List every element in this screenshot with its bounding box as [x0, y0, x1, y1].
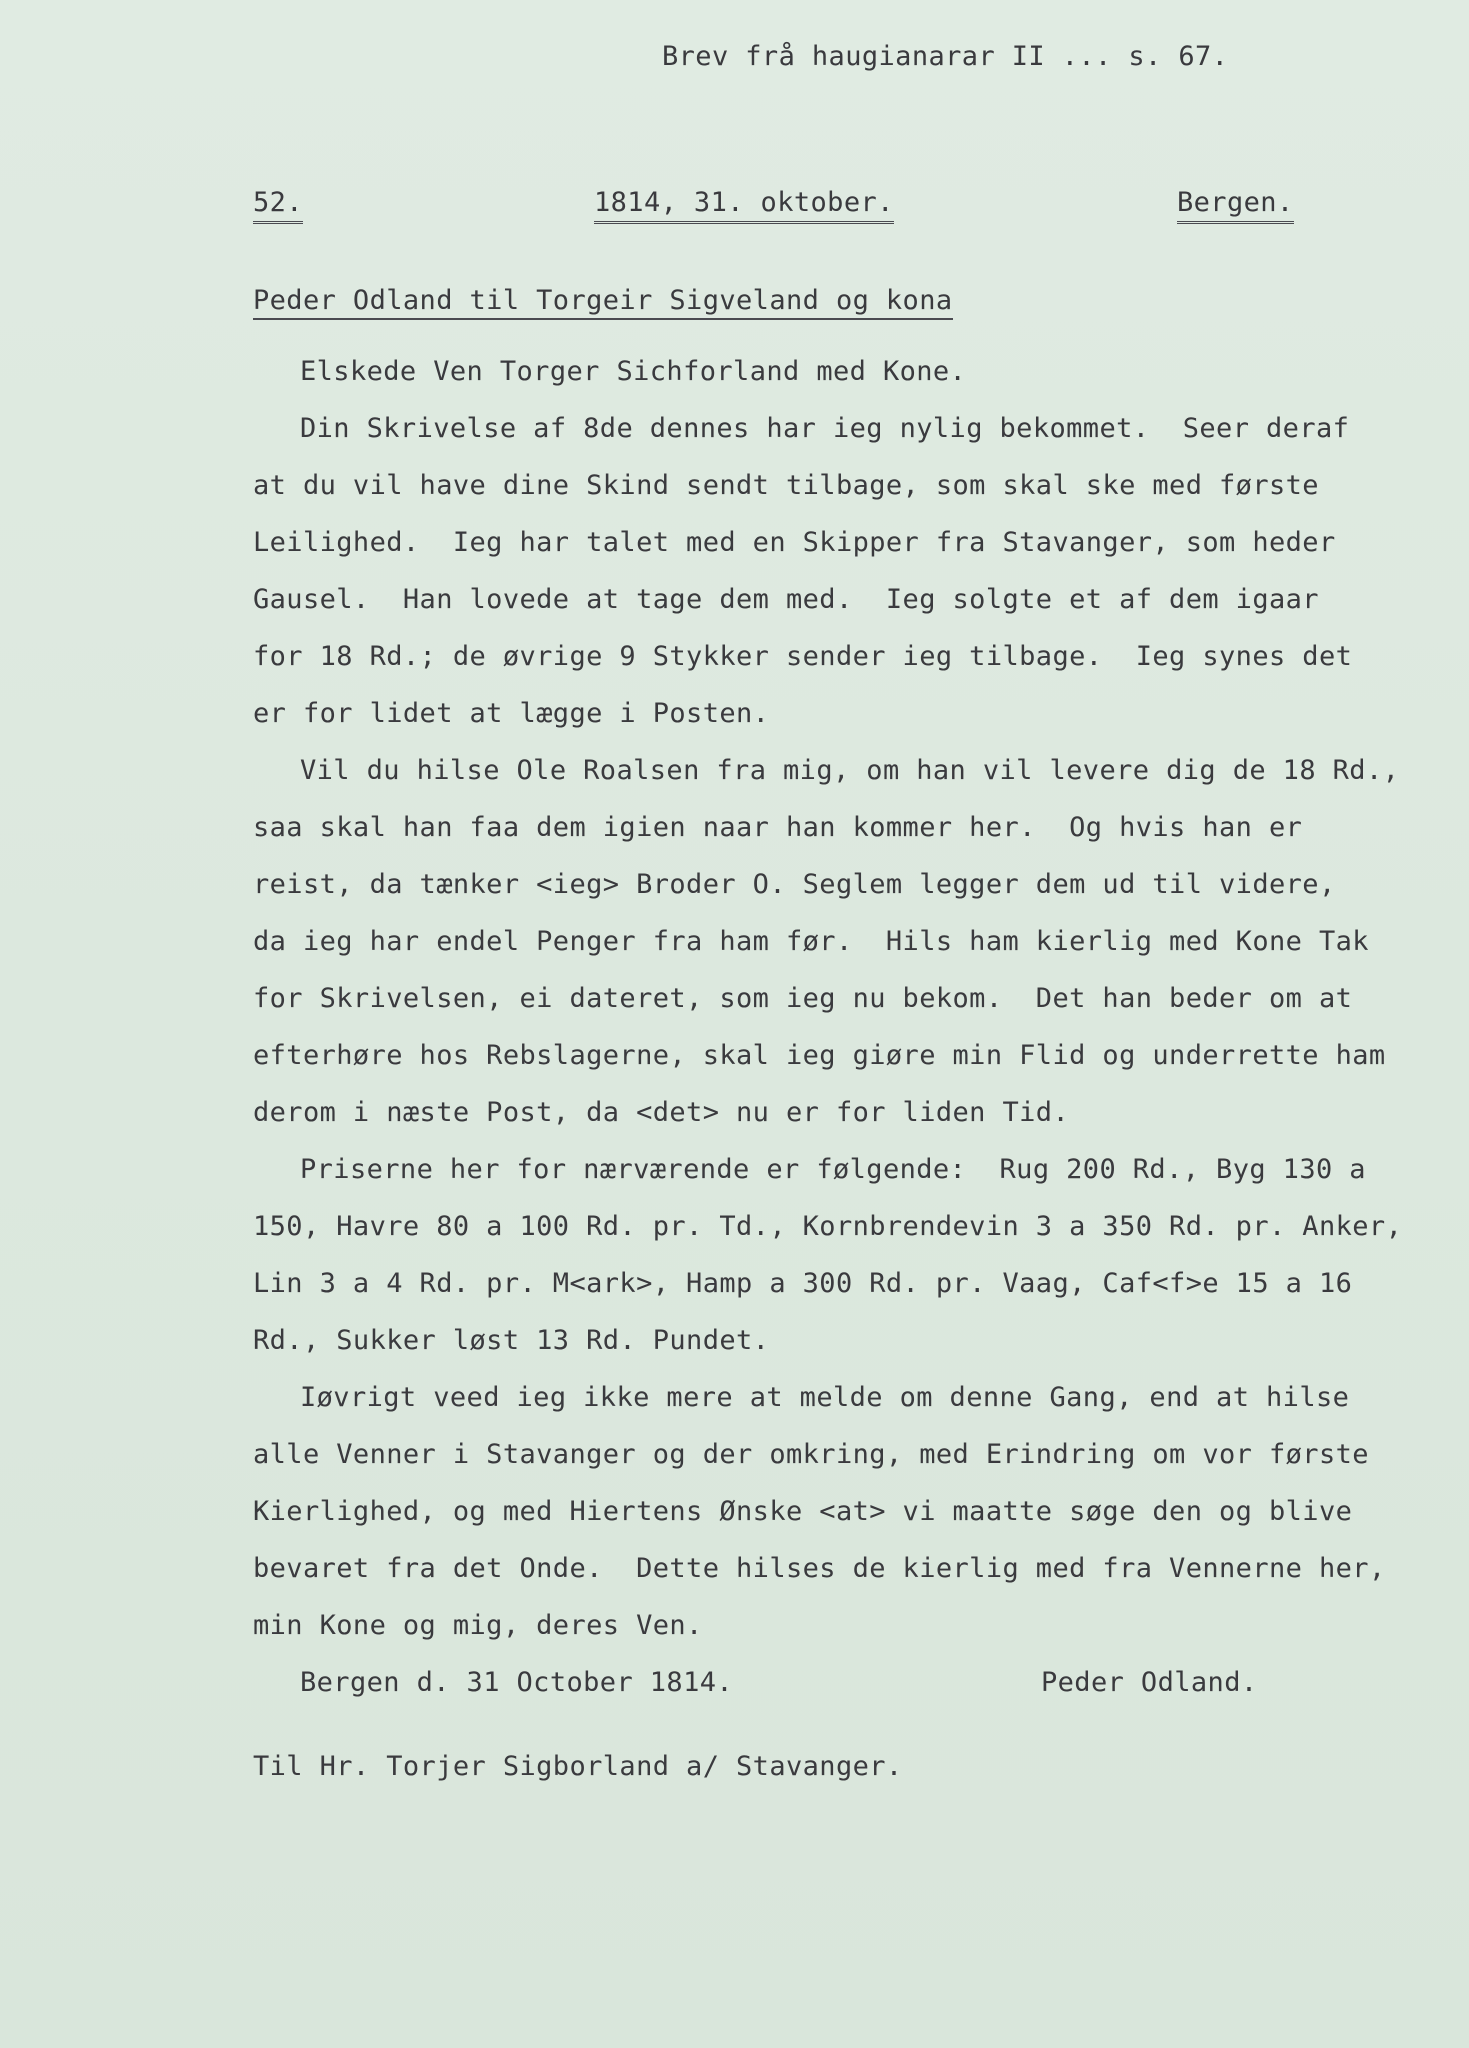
letter-place: Bergen.	[1177, 186, 1294, 224]
closing-place-date: Bergen d. 31 October 1814.	[300, 1667, 734, 1698]
body-line: for 18 Rd.; de øvrige 9 Stykker sender ieg tilbage. Ieg synes det	[253, 641, 1353, 672]
letter-number: 52.	[253, 186, 303, 224]
body-line: Priserne her for nærværende er følgende: Rug 200 Rd., Byg 130 a	[300, 1154, 1366, 1185]
body-line: derom i næste Post, da <det> nu er for liden Tid.	[253, 1097, 1070, 1128]
body-line: Leilighed. Ieg har talet med en Skipper fra Stavanger, som heder	[253, 527, 1336, 558]
body-line: Lin 3 a 4 Rd. pr. M<ark>, Hamp a 300 Rd. pr. Vaag, Caf<f>e 15 a 16	[253, 1268, 1353, 1299]
letter-date: 1814, 31. oktober.	[594, 186, 894, 224]
salutation-line: Elskede Ven Torger Sichforland med Kone.	[300, 356, 967, 387]
body-line: Kierlighed, og med Hiertens Ønske <at> vi maatte søge den og blive	[253, 1496, 1353, 1527]
body-line: Gausel. Han lovede at tage dem med. Ieg solgte et af dem igaar	[253, 584, 1319, 615]
letter-title: Peder Odland til Torgeir Sigveland og kona	[253, 284, 953, 320]
signature: Peder Odland.	[1041, 1667, 1258, 1698]
body-line: min Kone og mig, deres Ven.	[253, 1610, 703, 1641]
body-line: da ieg har endel Penger fra ham før. Hils ham kierlig med Kone Tak	[253, 926, 1369, 957]
body-line: for Skrivelsen, ei dateret, som ieg nu bekom. Det han beder om at	[253, 983, 1353, 1014]
body-line: Din Skrivelse af 8de dennes har ieg nylig bekommet. Seer deraf	[300, 413, 1350, 444]
body-line: saa skal han faa dem igien naar han kommer her. Og hvis han er	[253, 812, 1303, 843]
body-line: bevaret fra det Onde. Dette hilses de kierlig med fra Vennerne her,	[253, 1553, 1386, 1584]
body-line: Vil du hilse Ole Roalsen fra mig, om han vil levere dig de 18 Rd.,	[300, 755, 1400, 786]
body-line: Iøvrigt veed ieg ikke mere at melde om denne Gang, end at hilse	[300, 1382, 1350, 1413]
body-line: alle Venner i Stavanger og der omkring, med Erindring om vor første	[253, 1439, 1369, 1470]
address-line: Til Hr. Torjer Sigborland a/ Stavanger.	[253, 1751, 903, 1782]
body-line: Rd., Sukker løst 13 Rd. Pundet.	[253, 1325, 770, 1356]
body-line: efterhøre hos Rebslagerne, skal ieg giøre min Flid og underrette ham	[253, 1040, 1386, 1071]
body-line: reist, da tænker <ieg> Broder O. Seglem legger dem ud til videre,	[253, 869, 1336, 900]
page-reference: Brev frå haugianarar II ... s. 67.	[662, 41, 1229, 72]
body-line: er for lidet at lægge i Posten.	[253, 698, 770, 729]
body-line: at du vil have dine Skind sendt tilbage, som skal ske med første	[253, 470, 1319, 501]
body-line: 150, Havre 80 a 100 Rd. pr. Td., Kornbrendevin 3 a 350 Rd. pr. Anker,	[253, 1211, 1403, 1242]
